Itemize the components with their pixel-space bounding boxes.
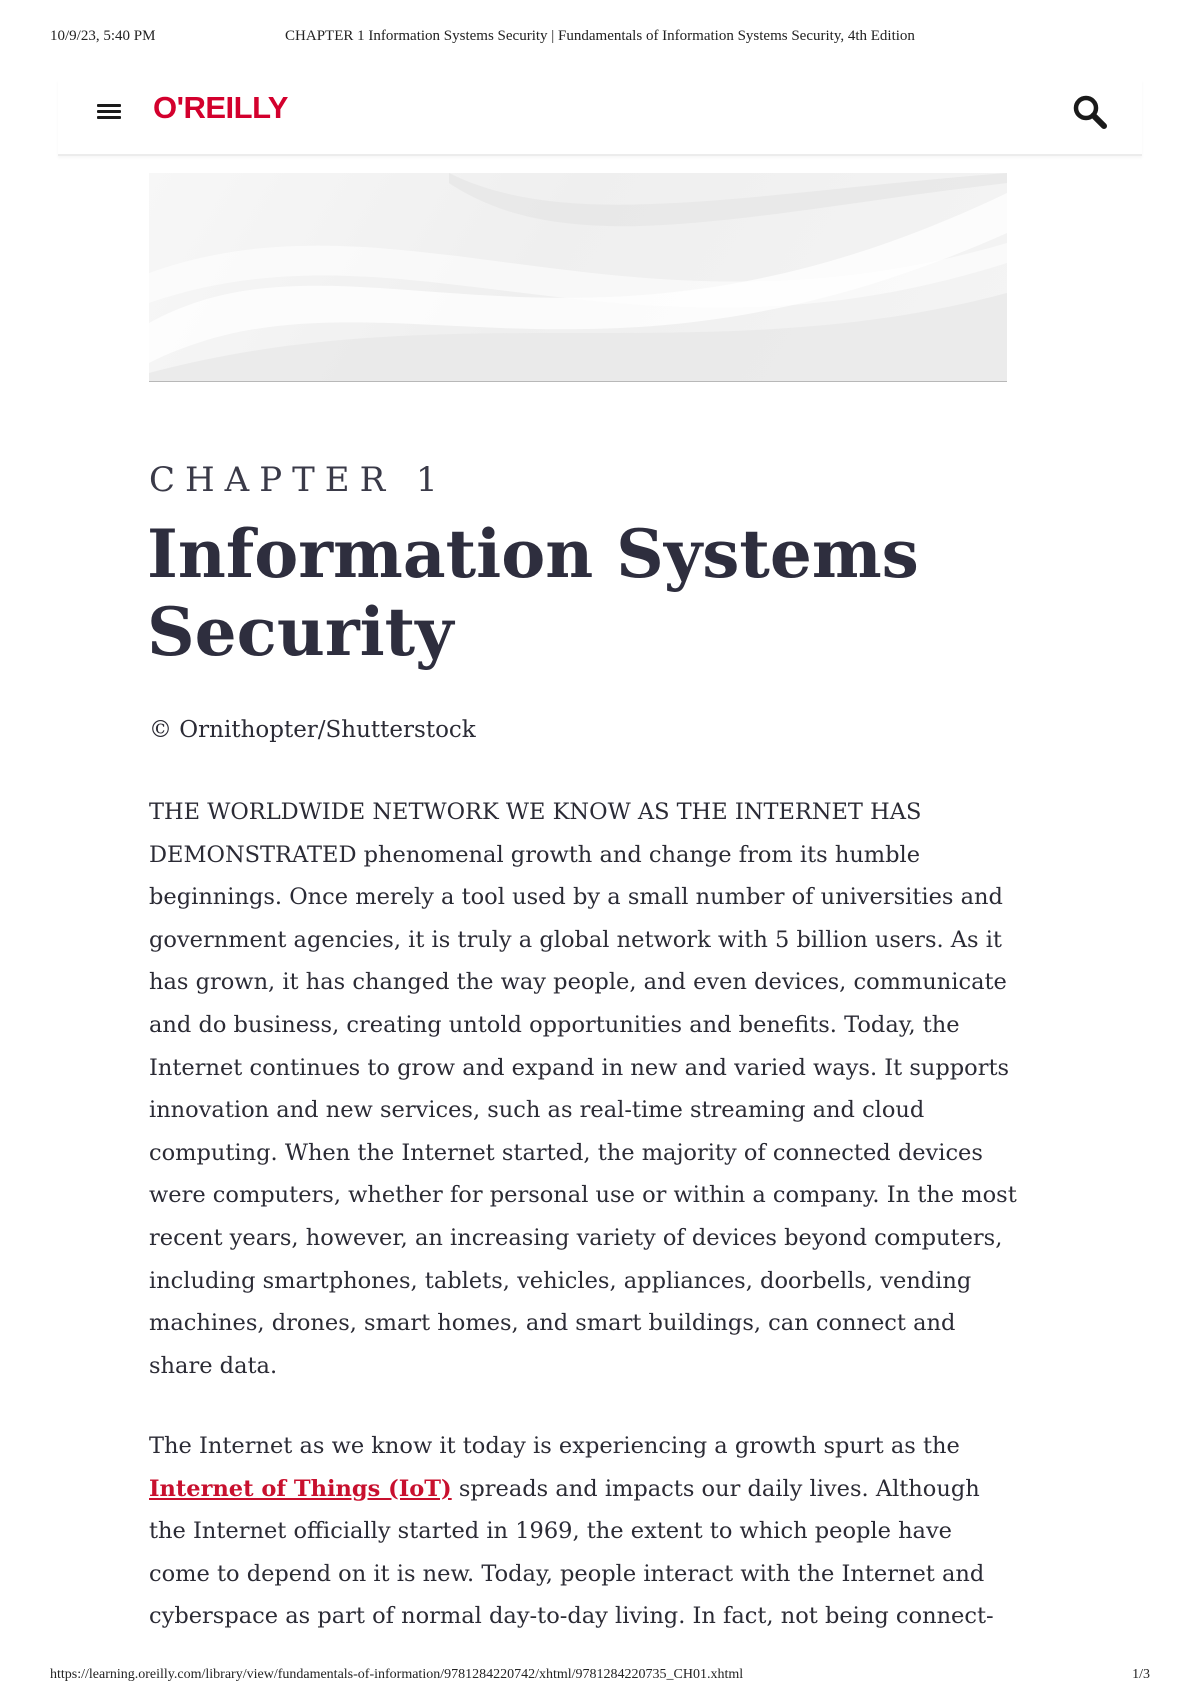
print-date: 10/9/23, 5:40 PM (50, 28, 156, 44)
chapter-label: CHAPTER 1 (149, 460, 448, 500)
print-document-title: CHAPTER 1 Information Systems Security | Fundamentals of Information Systems Security, 4th Edition (285, 28, 915, 44)
paragraph-text: spreads and impacts our daily lives. Although the Internet officially started in 1969, the extent to which people have come to depend on it is new. Today, people interact with the Internet and cyberspace as part of normal day-to-day living. In fact, not being connect- (149, 1475, 994, 1630)
oreilly-logo[interactable]: O'REILLY (153, 90, 288, 125)
body-paragraph-2 (149, 1425, 1019, 1641)
page-url: https://learning.oreilly.com/library/view/fundamentals-of-information/9781284220742/xhtml/9781284220735_CH01.xhtml (50, 1667, 744, 1682)
print-footer (50, 1667, 1150, 1687)
hamburger-menu-icon[interactable] (94, 96, 124, 126)
body-paragraph-1: THE WORLDWIDE NETWORK WE KNOW AS THE INTERNET HAS DEMONSTRATED phenomenal growth and change from its humble beginnings. Once merely a tool used by a small number of universities and government agencies, it is truly a global network with 5 billion users. As it has grown, it has changed the way people, and even devices, communicate and do business, creating untold opportunities and benefits. Today, the Internet continues to grow and expand in new and varied ways. It supports innovation and new services, such as real-time streaming and cloud computing. When the Internet started, the majority of connected devices were computers, whether for personal use or within a company. In the most recent years, however, an increasing variety of devices beyond computers, including smartphones, tablets, vehicles, appliances, doorbells, vending machines, drones, smart homes, and smart buildings, can connect and share data. (149, 799, 1017, 1379)
page-number: 1/3 (1132, 1667, 1150, 1682)
chapter-banner-image (149, 173, 1007, 382)
search-icon[interactable] (1070, 92, 1110, 132)
image-credit: © Ornithopter/Shutterstock (149, 717, 476, 743)
top-navigation-bar (58, 80, 1142, 156)
iot-glossary-link[interactable]: Internet of Things (IoT) (149, 1475, 452, 1502)
print-header (50, 28, 1150, 48)
chapter-title: Information Systems Security (147, 515, 919, 671)
paragraph-text: The Internet as we know it today is experiencing a growth spurt as the (149, 1433, 960, 1459)
